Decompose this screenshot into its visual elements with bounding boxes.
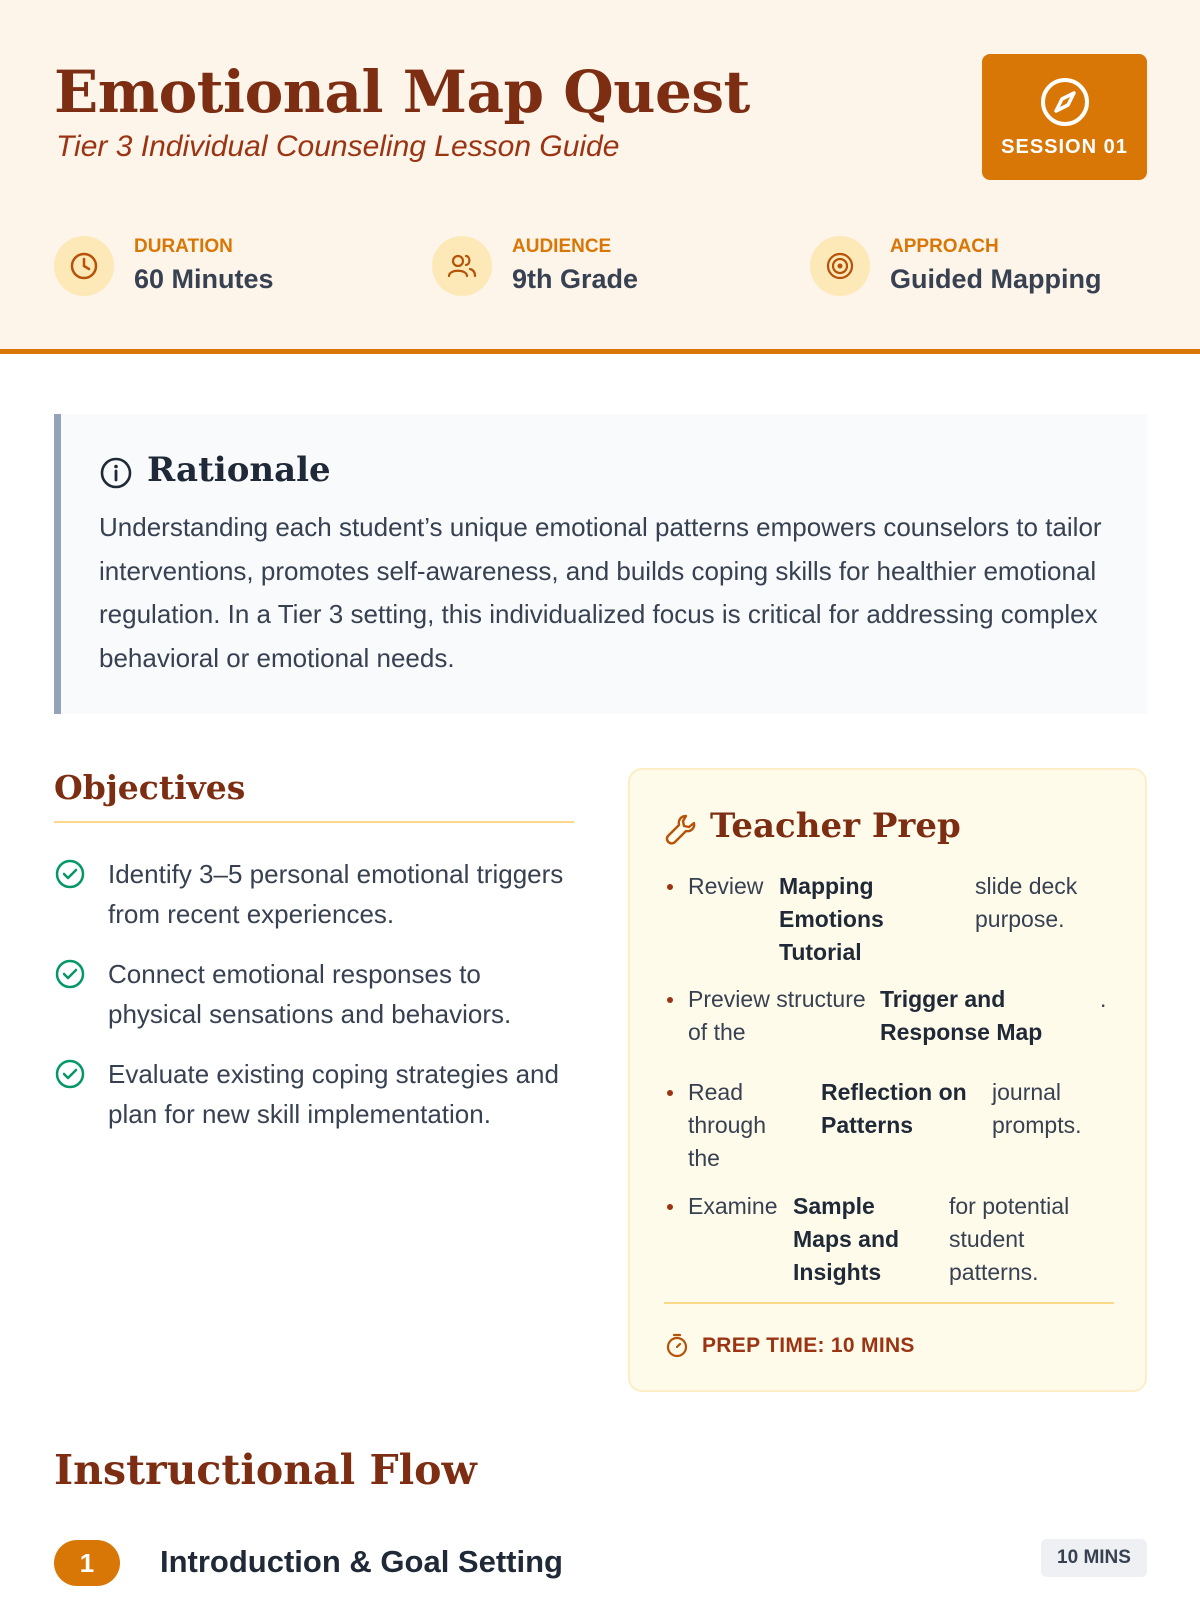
users-icon bbox=[447, 251, 477, 281]
list-item bbox=[664, 870, 1114, 970]
page-subtitle: Tier 3 Individual Counseling Lesson Guide bbox=[56, 130, 620, 163]
objectives-title: Objectives bbox=[54, 768, 574, 823]
objective-text: Connect emotional responses to physical sensations and behaviors. bbox=[108, 959, 512, 1029]
prep-resource: Mapping Emotions Tutorial bbox=[779, 873, 884, 965]
list-item bbox=[664, 1190, 1114, 1290]
lesson-header bbox=[0, 0, 1200, 354]
prep-text: Review bbox=[688, 873, 764, 899]
objective-text: Evaluate existing coping strategies and plan for new skill implementation. bbox=[108, 1059, 559, 1129]
teacher-prep-card bbox=[628, 768, 1147, 1392]
page-title: Emotional Map Quest bbox=[54, 58, 750, 126]
check-circle-icon bbox=[54, 958, 86, 990]
target-icon bbox=[825, 251, 855, 281]
meta-label: AUDIENCE bbox=[512, 236, 612, 257]
prep-text: . bbox=[1100, 986, 1107, 1012]
meta-value: Guided Mapping bbox=[890, 264, 1102, 294]
prep-time: PREP TIME: 10 MINS bbox=[702, 1334, 915, 1357]
prep-text: Examine bbox=[688, 1193, 778, 1219]
list-item bbox=[664, 1076, 1114, 1176]
divider bbox=[664, 1302, 1114, 1304]
prep-resource: Reflection on Patterns bbox=[821, 1079, 967, 1138]
rationale-box bbox=[54, 414, 1147, 714]
teacher-prep-title: Teacher Prep bbox=[710, 806, 961, 846]
session-badge bbox=[982, 54, 1147, 180]
objective-text: Identify 3–5 personal emotional triggers from recent experiences. bbox=[108, 859, 564, 929]
meta-value: 60 Minutes bbox=[134, 264, 274, 294]
session-label: SESSION 01 bbox=[1001, 136, 1128, 158]
prep-text: Read through the bbox=[688, 1079, 767, 1171]
prep-resource: Trigger and Response Map bbox=[880, 986, 1043, 1045]
prep-text: journal prompts. bbox=[992, 1079, 1082, 1138]
step-title: Introduction & Goal Setting bbox=[160, 1544, 563, 1579]
flow-title: Instructional Flow bbox=[54, 1446, 477, 1494]
prep-resource: Sample Maps and Insights bbox=[793, 1193, 900, 1285]
prep-text: Preview structure of the bbox=[688, 986, 866, 1045]
meta-label: DURATION bbox=[134, 236, 233, 257]
compass-icon bbox=[1039, 76, 1091, 133]
check-circle-icon bbox=[54, 858, 86, 890]
rationale-text: Understanding each student’s unique emotional patterns empowers counselors to tailor interventions, promotes self-awareness, and builds coping skills for healthier emotional regulation. In a Tier 3 setting, this individualized focus is critical for addressing complex behavioral or emotional needs. bbox=[99, 512, 1102, 673]
rationale-title: Rationale bbox=[147, 450, 331, 490]
check-circle-icon bbox=[54, 1058, 86, 1090]
clock-icon bbox=[69, 251, 99, 281]
step-duration-badge: 10 MINS bbox=[1041, 1539, 1147, 1577]
meta-label: APPROACH bbox=[890, 236, 999, 257]
info-icon bbox=[99, 456, 133, 495]
meta-value: 9th Grade bbox=[512, 264, 639, 294]
wrench-icon bbox=[664, 812, 698, 851]
prep-text: for potential student patterns. bbox=[949, 1193, 1070, 1285]
prep-text: slide deck purpose. bbox=[975, 873, 1078, 932]
step-number-badge: 1 bbox=[54, 1540, 120, 1586]
list-item bbox=[664, 983, 1114, 1053]
objectives-section bbox=[54, 768, 574, 1129]
stopwatch-icon bbox=[664, 1332, 690, 1363]
